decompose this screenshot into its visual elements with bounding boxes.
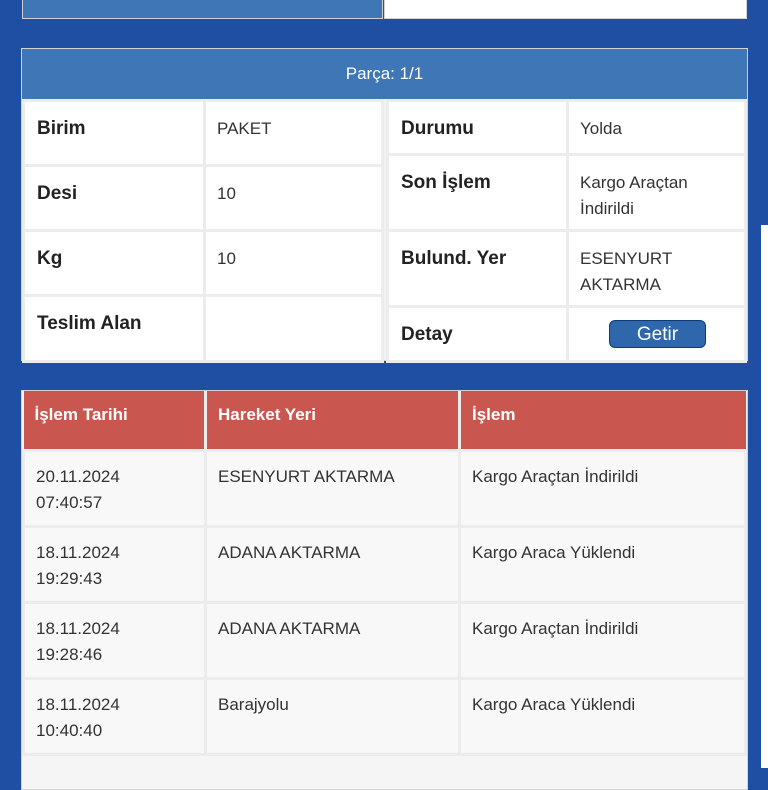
durumu-value: Yolda	[568, 101, 746, 155]
table-row	[24, 526, 746, 602]
previous-section-value-cell	[384, 0, 747, 19]
row-date: 18.11.2024	[36, 542, 120, 562]
kg-label: Kg	[24, 231, 205, 296]
row-time: 19:29:43	[36, 568, 103, 588]
son-islem-value: Kargo Araçtan İndirildi	[568, 155, 746, 231]
parca-header: Parça: 1/1	[22, 49, 747, 99]
row-date: 18.11.2024	[36, 694, 120, 714]
birim-value: PAKET	[205, 101, 383, 166]
scroll-edge-strip	[761, 225, 768, 768]
table-row	[24, 450, 746, 526]
row-time: 07:40:57	[36, 492, 103, 512]
durumu-label: Durumu	[388, 101, 568, 155]
action-cell: Kargo Araçtan İndirildi	[460, 450, 746, 526]
header-islem-tarihi: İşlem Tarihi	[24, 391, 206, 450]
table-row	[24, 602, 746, 678]
birim-label: Birim	[24, 101, 205, 166]
row-time: 19:28:46	[36, 644, 103, 664]
place-cell: Barajyolu	[206, 678, 460, 754]
son-islem-label: Son İşlem	[388, 155, 568, 231]
action-cell: Kargo Araca Yüklendi	[460, 526, 746, 602]
place-cell: ESENYURT AKTARMA	[206, 450, 460, 526]
desi-label: Desi	[24, 166, 205, 231]
history-panel	[21, 390, 748, 790]
detay-label: Detay	[388, 307, 568, 362]
parca-panel	[21, 48, 748, 361]
action-cell: Kargo Araca Yüklendi	[460, 678, 746, 754]
detay-cell	[568, 307, 746, 362]
teslim-alan-label: Teslim Alan	[24, 296, 205, 362]
place-cell: ADANA AKTARMA	[206, 526, 460, 602]
row-date: 18.11.2024	[36, 618, 120, 638]
parca-right-table	[386, 99, 747, 363]
date-cell	[24, 526, 206, 602]
desi-value: 10	[205, 166, 383, 231]
header-hareket-yeri: Hareket Yeri	[206, 391, 460, 450]
bulund-yer-label: Bulund. Yer	[388, 231, 568, 307]
action-cell: Kargo Araçtan İndirildi	[460, 602, 746, 678]
previous-section-label-cell	[22, 0, 383, 19]
kg-value: 10	[205, 231, 383, 296]
parca-left-table	[22, 99, 384, 363]
row-date: 20.11.2024	[36, 466, 120, 486]
history-table	[22, 391, 747, 756]
teslim-alan-value	[205, 296, 383, 362]
getir-button[interactable]: Getir	[609, 320, 706, 348]
row-time: 10:40:40	[36, 720, 103, 740]
table-row	[24, 678, 746, 754]
bulund-yer-value: ESENYURT AKTARMA	[568, 231, 746, 307]
date-cell	[24, 602, 206, 678]
date-cell	[24, 450, 206, 526]
place-cell: ADANA AKTARMA	[206, 602, 460, 678]
date-cell	[24, 678, 206, 754]
header-islem: İşlem	[460, 391, 746, 450]
